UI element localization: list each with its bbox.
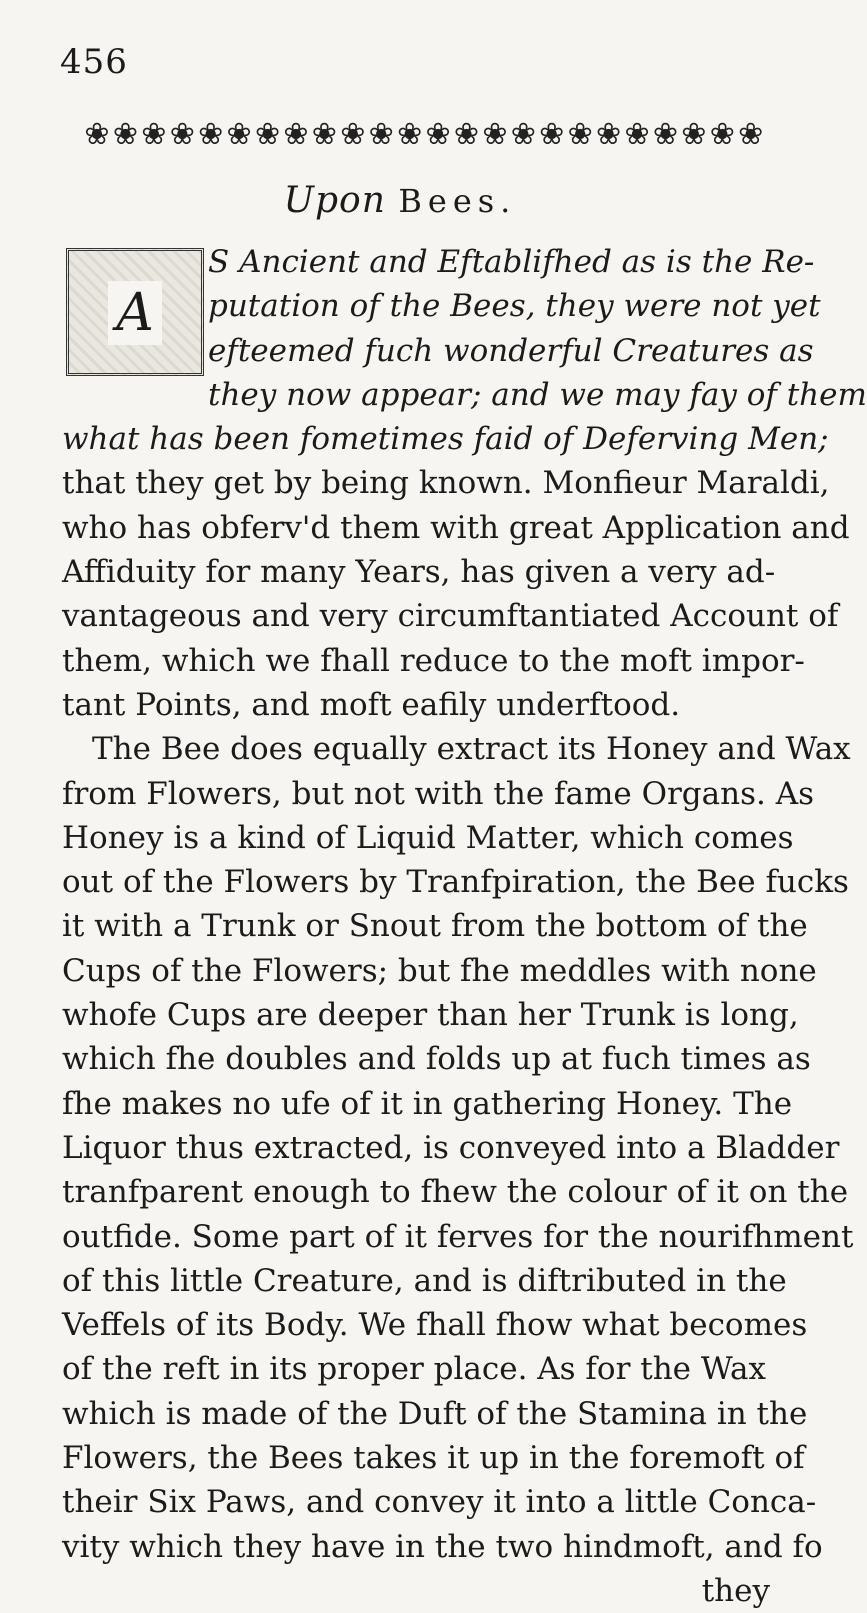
text-line: Honey is a kind of Liquid Matter, which comes <box>62 819 794 856</box>
text-line: they <box>701 1572 770 1609</box>
flower-ornament-icon: ❀ <box>709 116 735 152</box>
page-number: 456 <box>60 42 128 82</box>
flower-ornament-icon: ❀ <box>482 116 508 152</box>
text-line: tant Points, and moft eafily underftood. <box>62 686 681 723</box>
text-line: which is made of the Duft of the Stamina in the <box>62 1395 808 1432</box>
section-heading <box>0 180 800 221</box>
text-line: Veffels of its Body. We fhall fhow what becomes <box>62 1307 808 1344</box>
flower-ornament-icon: ❀ <box>681 116 707 152</box>
flower-ornament-icon: ❀ <box>738 116 764 152</box>
body-text <box>62 240 867 1613</box>
flower-ornament-icon: ❀ <box>84 116 110 152</box>
text-line: fhe makes no ufe of it in gathering Honey. The <box>62 1085 793 1122</box>
text-line: who has obferv'd them with great Application and <box>62 509 850 546</box>
flower-ornament-icon: ❀ <box>198 116 224 152</box>
text-line: it with a Trunk or Snout from the bottom of the <box>62 908 808 945</box>
flower-ornament-icon: ❀ <box>510 116 536 152</box>
flower-ornament-icon: ❀ <box>141 116 167 152</box>
text-line: vantageous and very circumftantiated Account of <box>62 598 839 635</box>
flower-ornament-icon: ❀ <box>112 116 138 152</box>
flower-ornament-icon: ❀ <box>539 116 565 152</box>
text-line: them, which we fhall reduce to the moft impor- <box>62 642 805 679</box>
text-line: from Flowers, but not with the fame Organs. As <box>62 775 815 812</box>
text-line: The Bee does equally extract its Honey and Wax <box>92 731 851 768</box>
flower-ornament-icon: ❀ <box>226 116 252 152</box>
text-line: outfide. Some part of it ferves for the nourifhment <box>62 1218 854 1255</box>
text-line: they now appear; and we may fay of them <box>208 376 867 413</box>
text-line: vity which they have in the two hindmoft, and fo <box>62 1528 823 1565</box>
flower-ornament-icon: ❀ <box>453 116 480 152</box>
heading-upon: Upon <box>283 180 386 221</box>
text-line: tranfparent enough to fhew the colour of it on the <box>62 1174 849 1211</box>
text-line: Flowers, the Bees takes it up in the foremoft of <box>62 1440 805 1477</box>
text-line: putation of the Bees, they were not yet <box>208 288 821 325</box>
flower-ornament-icon: ❀ <box>368 116 394 152</box>
flower-ornament-icon: ❀ <box>283 116 309 152</box>
flower-ornament-icon: ❀ <box>254 116 281 152</box>
text-line: Cups of the Flowers; but fhe meddles with none <box>62 952 817 989</box>
text-line: that they get by being known. Monfieur Maraldi, <box>62 465 830 502</box>
text-line: Affiduity for many Years, has given a very ad- <box>62 554 776 591</box>
flower-ornament-icon: ❀ <box>169 116 195 152</box>
text-line: which fhe doubles and folds up at fuch times as <box>62 1041 811 1078</box>
text-line: whofe Cups are deeper than her Trunk is long, <box>62 997 799 1034</box>
text-line: efteemed fuch wonderful Creatures as <box>208 332 814 369</box>
flower-ornament-icon: ❀ <box>652 116 678 152</box>
text-line: Liquor thus extracted, is conveyed into a Bladder <box>62 1129 840 1166</box>
text-line: of this little Creature, and is diftributed in the <box>62 1262 787 1299</box>
flower-ornament-icon: ❀ <box>340 116 366 152</box>
text-line: of the reft in its proper place. As for the Wax <box>62 1351 766 1388</box>
text-line: what has been fometimes faid of Deferving Men; <box>62 421 829 458</box>
text-line: S Ancient and Eftablifhed as is the Re- <box>208 244 815 280</box>
ornament-band <box>84 98 764 170</box>
flower-ornament-icon: ❀ <box>596 116 622 152</box>
flower-ornament-icon: ❀ <box>567 116 593 152</box>
flower-ornament-icon: ❀ <box>425 116 451 152</box>
text-line: their Six Paws, and convey it into a little Conca- <box>62 1484 817 1521</box>
heading-bees: Bees. <box>398 182 517 220</box>
drop-cap-letter: A <box>108 281 162 345</box>
flower-ornament-icon: ❀ <box>311 116 337 152</box>
flower-ornament-icon: ❀ <box>624 116 650 152</box>
text-line: out of the Flowers by Tranfpiration, the Bee fucks <box>62 864 849 901</box>
flower-ornament-icon: ❀ <box>397 116 423 152</box>
